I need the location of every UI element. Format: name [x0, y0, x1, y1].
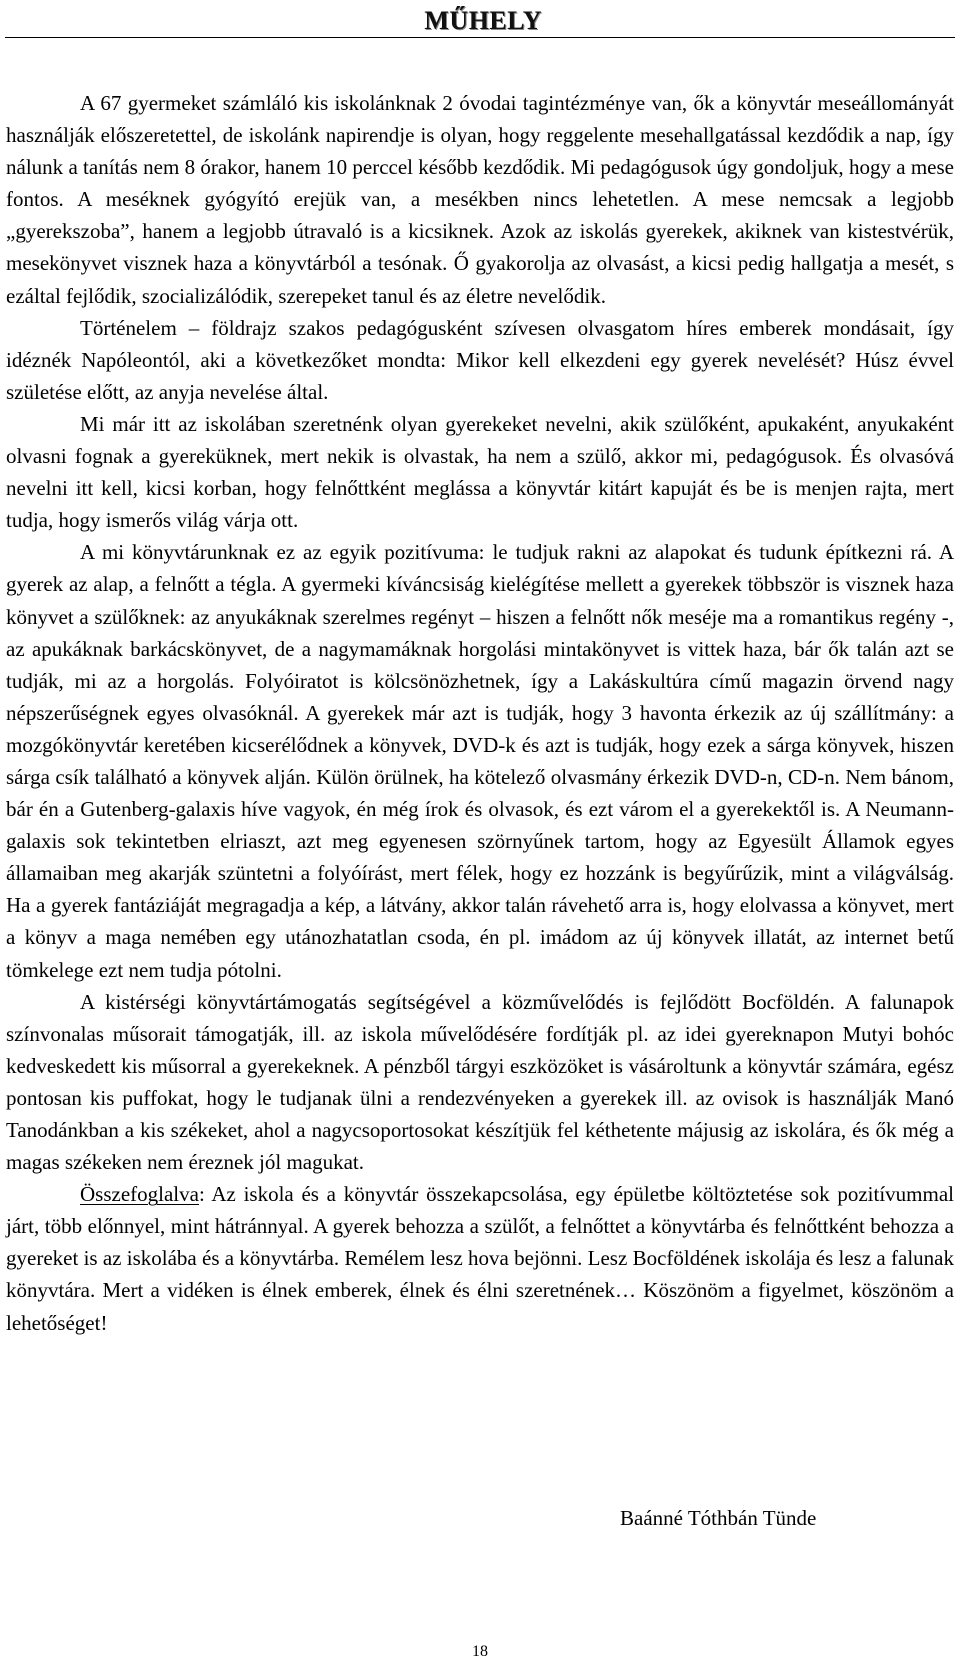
- page-number: 18: [472, 1643, 488, 1660]
- article-body: [6, 87, 954, 1339]
- paragraph-regional-support: A kistérségi könyvtártámogatás segítségével a közművelődés is fejlődött Bocföldén. A falunapok színvonalas műsorait támogatják, ill. az iskola művelődésére fordítják pl. az idei gyereknapon Mutyi bohóc kedveskedett kis műsorral a gyerekeknek. A pénzből tárgyi eszközöket is vásároltunk a könyvtár számára, egész pontosan kis puffokat, hogy le tudjanak ülni a rendezvényeken a gyerekek ill. az ovisok is használják Manó Tanodánkban a kis székeket, ahol a nagycsoportosokat készítjük fel kéthetente májusig az iskolára, és ők még a magas székeken nem éreznek jól magukat.: [6, 989, 954, 1175]
- author-signature: Baánné Tóthbán Tünde: [620, 1506, 817, 1530]
- header-divider: [5, 37, 955, 38]
- summary-text: : Az iskola és a könyvtár összekapcsolása, egy épületbe költöztetése sok pozitívummal járt, több előnnyel, mint hátránnyal. A gyerek behozza a szülőt, a felnőttet a könyvtárba és felnőttként behozza a gyereket is az iskolába és a könyvtárba. Remélem lesz hova bejönni. Lesz Bocföldének iskolája és lesz a falunak könyvtára. Mert a vidéken is élnek emberek, élnek és élni szeretnének… Köszönöm a figyelmet, köszönöm a lehetőséget!: [6, 1182, 954, 1335]
- paragraph-summary: [6, 1178, 954, 1338]
- paragraph-intro: A 67 gyermeket számláló kis iskolánknak 2 óvodai tagintézménye van, ők a könyvtár meseállományát használják előszeretettel, de iskolánk napirendje is olyan, hogy reggelente mesehallgatással kezdődik a nap, így nálunk a tanítás nem 8 órakor, hanem 10 perccel később kezdődik. Mi pedagógusok úgy gondoljuk, hogy a mese fontos. A meséknek gyógyító erejük van, a mesékben nincs lehetetlen. A mese nemcsak a legjobb „gyerekszoba”, hanem a legjobb útravaló is a kicsiknek. Azok az iskolás gyerekek, akiknek van kistestvérük, mesekönyvet visznek haza a könyvtárból a tesónak. Ő gyakorolja az olvasást, a kicsi pedig hallgatja a mesét, s ezáltal fejlődik, szocializálódik, szerepeket tanul és az életre nevelődik.: [6, 91, 954, 308]
- paragraph-reading-education: Mi már itt az iskolában szeretnénk olyan gyerekeket nevelni, akik szülőként, apukaként, anyukaként olvasni fognak a gyereküknek, mert nekik is olvastak, ha nem a szülő, akkor mi, pedagógusok. És olvasóvá nevelni itt kell, kicsi korban, hogy felnőttként meglássa a könyvtár kitárt kapuját és be is menjen rajta, mert tudja, hogy ismerős világ várja ott.: [6, 411, 954, 533]
- paragraph-library-benefits: A mi könyvtárunknak ez az egyik pozitívuma: le tudjuk rakni az alapokat és tudunk építkezni rá. A gyerek az alap, a felnőtt a tégla. A gyermeki kíváncsiság kielégítése mellett a gyerekek többször is visznek haza könyvet a szülőknek: az anyukáknak szerelmes regényt – hiszen a felnőtt nők meséje ma a romantikus regény -, az apukáknak barkácskönyvet, de a nagymamáknak horgolási mintakönyvet is vittek haza, bár ők talán azt se tudják, mi az a horgolás. Folyóiratot is kölcsönözhetnek, így a Lakáskultúra című magazin örvend nagy népszerűségnek egyes olvasóknál. A gyerekek már azt is tudják, hogy 3 havonta érkezik az új szállítmány: a mozgókönyvtár keretében kicserélődnek a könyvek, DVD-k és azt is tudják, hogy ezek a sárga könyvek, hiszen sárga csík található a könyvek alján. Külön örülnek, ha kötelező olvasmány érkezik DVD-n, CD-n. Nem bánom, bár én a Gutenberg-galaxis híve vagyok, én még írok és olvasok, és ezt várom el a gyerekektől is. A Neumann-galaxis sok tekintetben elriaszt, azt meg egyenesen szörnyűnek tartom, hogy az Egyesült Államok egyes államaiban meg akarják szüntetni a folyóírást, mert félek, hogy ez hozzánk is begyűrűzik, mint a világválság. Ha a gyerek fantáziáját megragadja a kép, a látvány, akkor talán rávehető arra is, hogy elolvassa a könyvet, mert a könyv a maga nemében egy utánozhatatlan csoda, én pl. imádom az új könyvek illatát, az internet betű tömkelege ezt nem tudja pótolni.: [6, 540, 954, 982]
- summary-label: Összefoglalva: [80, 1182, 199, 1207]
- page-header: [0, 0, 960, 42]
- paragraph-napoleon-quote: Történelem – földrajz szakos pedagógusként szívesen olvasgatom híres emberek mondásait, így idéznék Napóleontól, aki a következőket mondta: Mikor kell elkezdeni egy gyerek nevelését? Húsz évvel születése előtt, az anyja nevelése által.: [6, 315, 954, 404]
- section-title: MŰHELY: [424, 6, 542, 35]
